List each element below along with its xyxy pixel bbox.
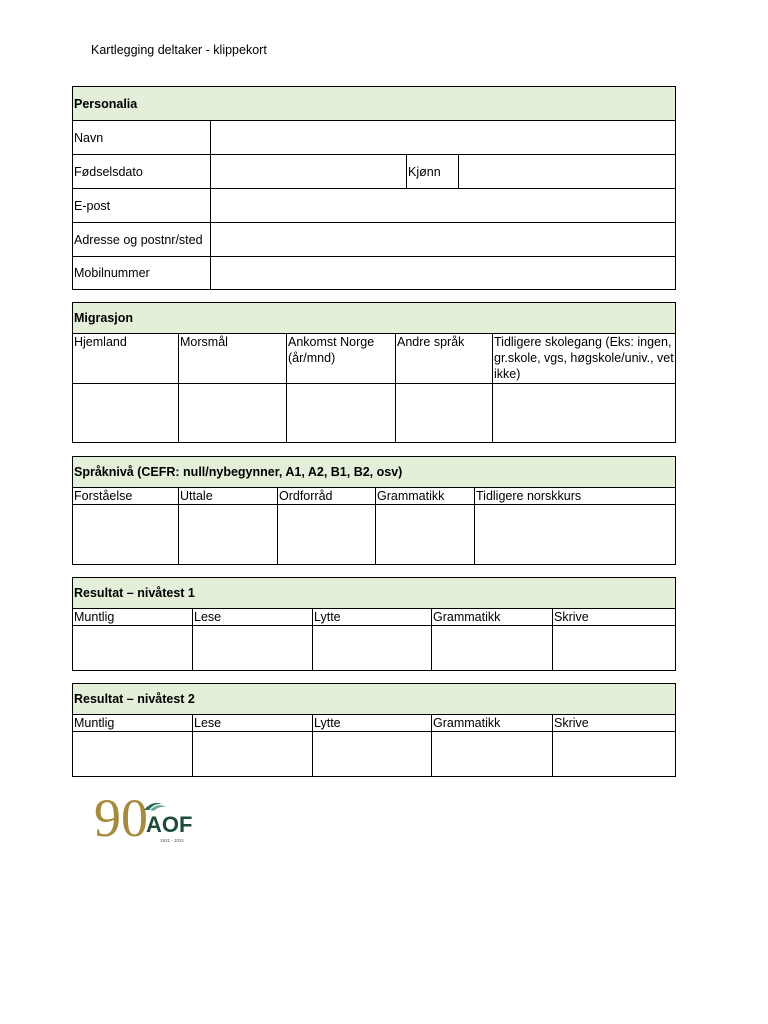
logo-brand-text: AOF: [146, 812, 193, 837]
column-header-skolegang: Tidligere skolegang (Eks: ingen, gr.skole, vgs, høgskole/univ., vet ikke): [493, 334, 676, 384]
birthdate-field[interactable]: [211, 155, 407, 189]
andre-sprak-field[interactable]: [396, 384, 493, 443]
column-header-lese: Lese: [193, 715, 313, 732]
column-header-grammatikk: Grammatikk: [432, 609, 553, 626]
spraakniva-table: [72, 456, 676, 565]
spraakniva-header: Språknivå (CEFR: null/nybegynner, A1, A2, B1, B2, osv): [73, 457, 676, 488]
muntlig-field[interactable]: [73, 732, 193, 777]
column-header-lytte: Lytte: [313, 609, 432, 626]
document-title: Kartlegging deltaker - klippekort: [91, 43, 267, 57]
uttale-field[interactable]: [179, 505, 278, 565]
personalia-header: Personalia: [73, 87, 676, 121]
address-field[interactable]: [211, 223, 676, 257]
birthdate-label: Fødselsdato: [73, 155, 211, 189]
name-label: Navn: [73, 121, 211, 155]
morsmal-field[interactable]: [179, 384, 287, 443]
gender-label: Kjønn: [407, 155, 459, 189]
grammatikk-field[interactable]: [376, 505, 475, 565]
name-field[interactable]: [211, 121, 676, 155]
address-label: Adresse og postnr/sted: [73, 223, 211, 257]
column-header-ankomst: Ankomst Norge (år/mnd): [287, 334, 396, 384]
column-header-grammatikk: Grammatikk: [432, 715, 553, 732]
skolegang-field[interactable]: [493, 384, 676, 443]
gender-field[interactable]: [459, 155, 676, 189]
nivatest2-header: Resultat – nivåtest 2: [73, 684, 676, 715]
column-header-muntlig: Muntlig: [73, 715, 193, 732]
column-header-skrive: Skrive: [553, 609, 676, 626]
mobile-label: Mobilnummer: [73, 257, 211, 290]
nivatest1-header: Resultat – nivåtest 1: [73, 578, 676, 609]
column-header-ordforrad: Ordforråd: [278, 488, 376, 505]
column-header-lytte: Lytte: [313, 715, 432, 732]
column-header-hjemland: Hjemland: [73, 334, 179, 384]
lytte-field[interactable]: [313, 732, 432, 777]
column-header-norskkurs: Tidligere norskkurs: [475, 488, 676, 505]
skrive-field[interactable]: [553, 626, 676, 671]
hjemland-field[interactable]: [73, 384, 179, 443]
grammatikk-field[interactable]: [432, 732, 553, 777]
logo-years-text: 1931 - 2021: [159, 838, 185, 843]
email-label: E-post: [73, 189, 211, 223]
ankomst-field[interactable]: [287, 384, 396, 443]
column-header-andre-sprak: Andre språk: [396, 334, 493, 384]
lese-field[interactable]: [193, 626, 313, 671]
column-header-forstaelse: Forståelse: [73, 488, 179, 505]
lytte-field[interactable]: [313, 626, 432, 671]
mobile-field[interactable]: [211, 257, 676, 290]
column-header-grammatikk: Grammatikk: [376, 488, 475, 505]
logo-anniversary-number: 90: [94, 790, 148, 846]
skrive-field[interactable]: [553, 732, 676, 777]
column-header-morsmal: Morsmål: [179, 334, 287, 384]
column-header-skrive: Skrive: [553, 715, 676, 732]
nivatest2-table: [72, 683, 676, 777]
personalia-table: [72, 86, 676, 290]
email-field[interactable]: [211, 189, 676, 223]
norskkurs-field[interactable]: [475, 505, 676, 565]
column-header-lese: Lese: [193, 609, 313, 626]
grammatikk-field[interactable]: [432, 626, 553, 671]
nivatest1-table: [72, 577, 676, 671]
column-header-uttale: Uttale: [179, 488, 278, 505]
ordforrad-field[interactable]: [278, 505, 376, 565]
aof-90-logo: [94, 790, 216, 846]
migrasjon-table: [72, 302, 676, 443]
column-header-muntlig: Muntlig: [73, 609, 193, 626]
lese-field[interactable]: [193, 732, 313, 777]
forstaelse-field[interactable]: [73, 505, 179, 565]
migrasjon-header: Migrasjon: [73, 303, 676, 334]
muntlig-field[interactable]: [73, 626, 193, 671]
